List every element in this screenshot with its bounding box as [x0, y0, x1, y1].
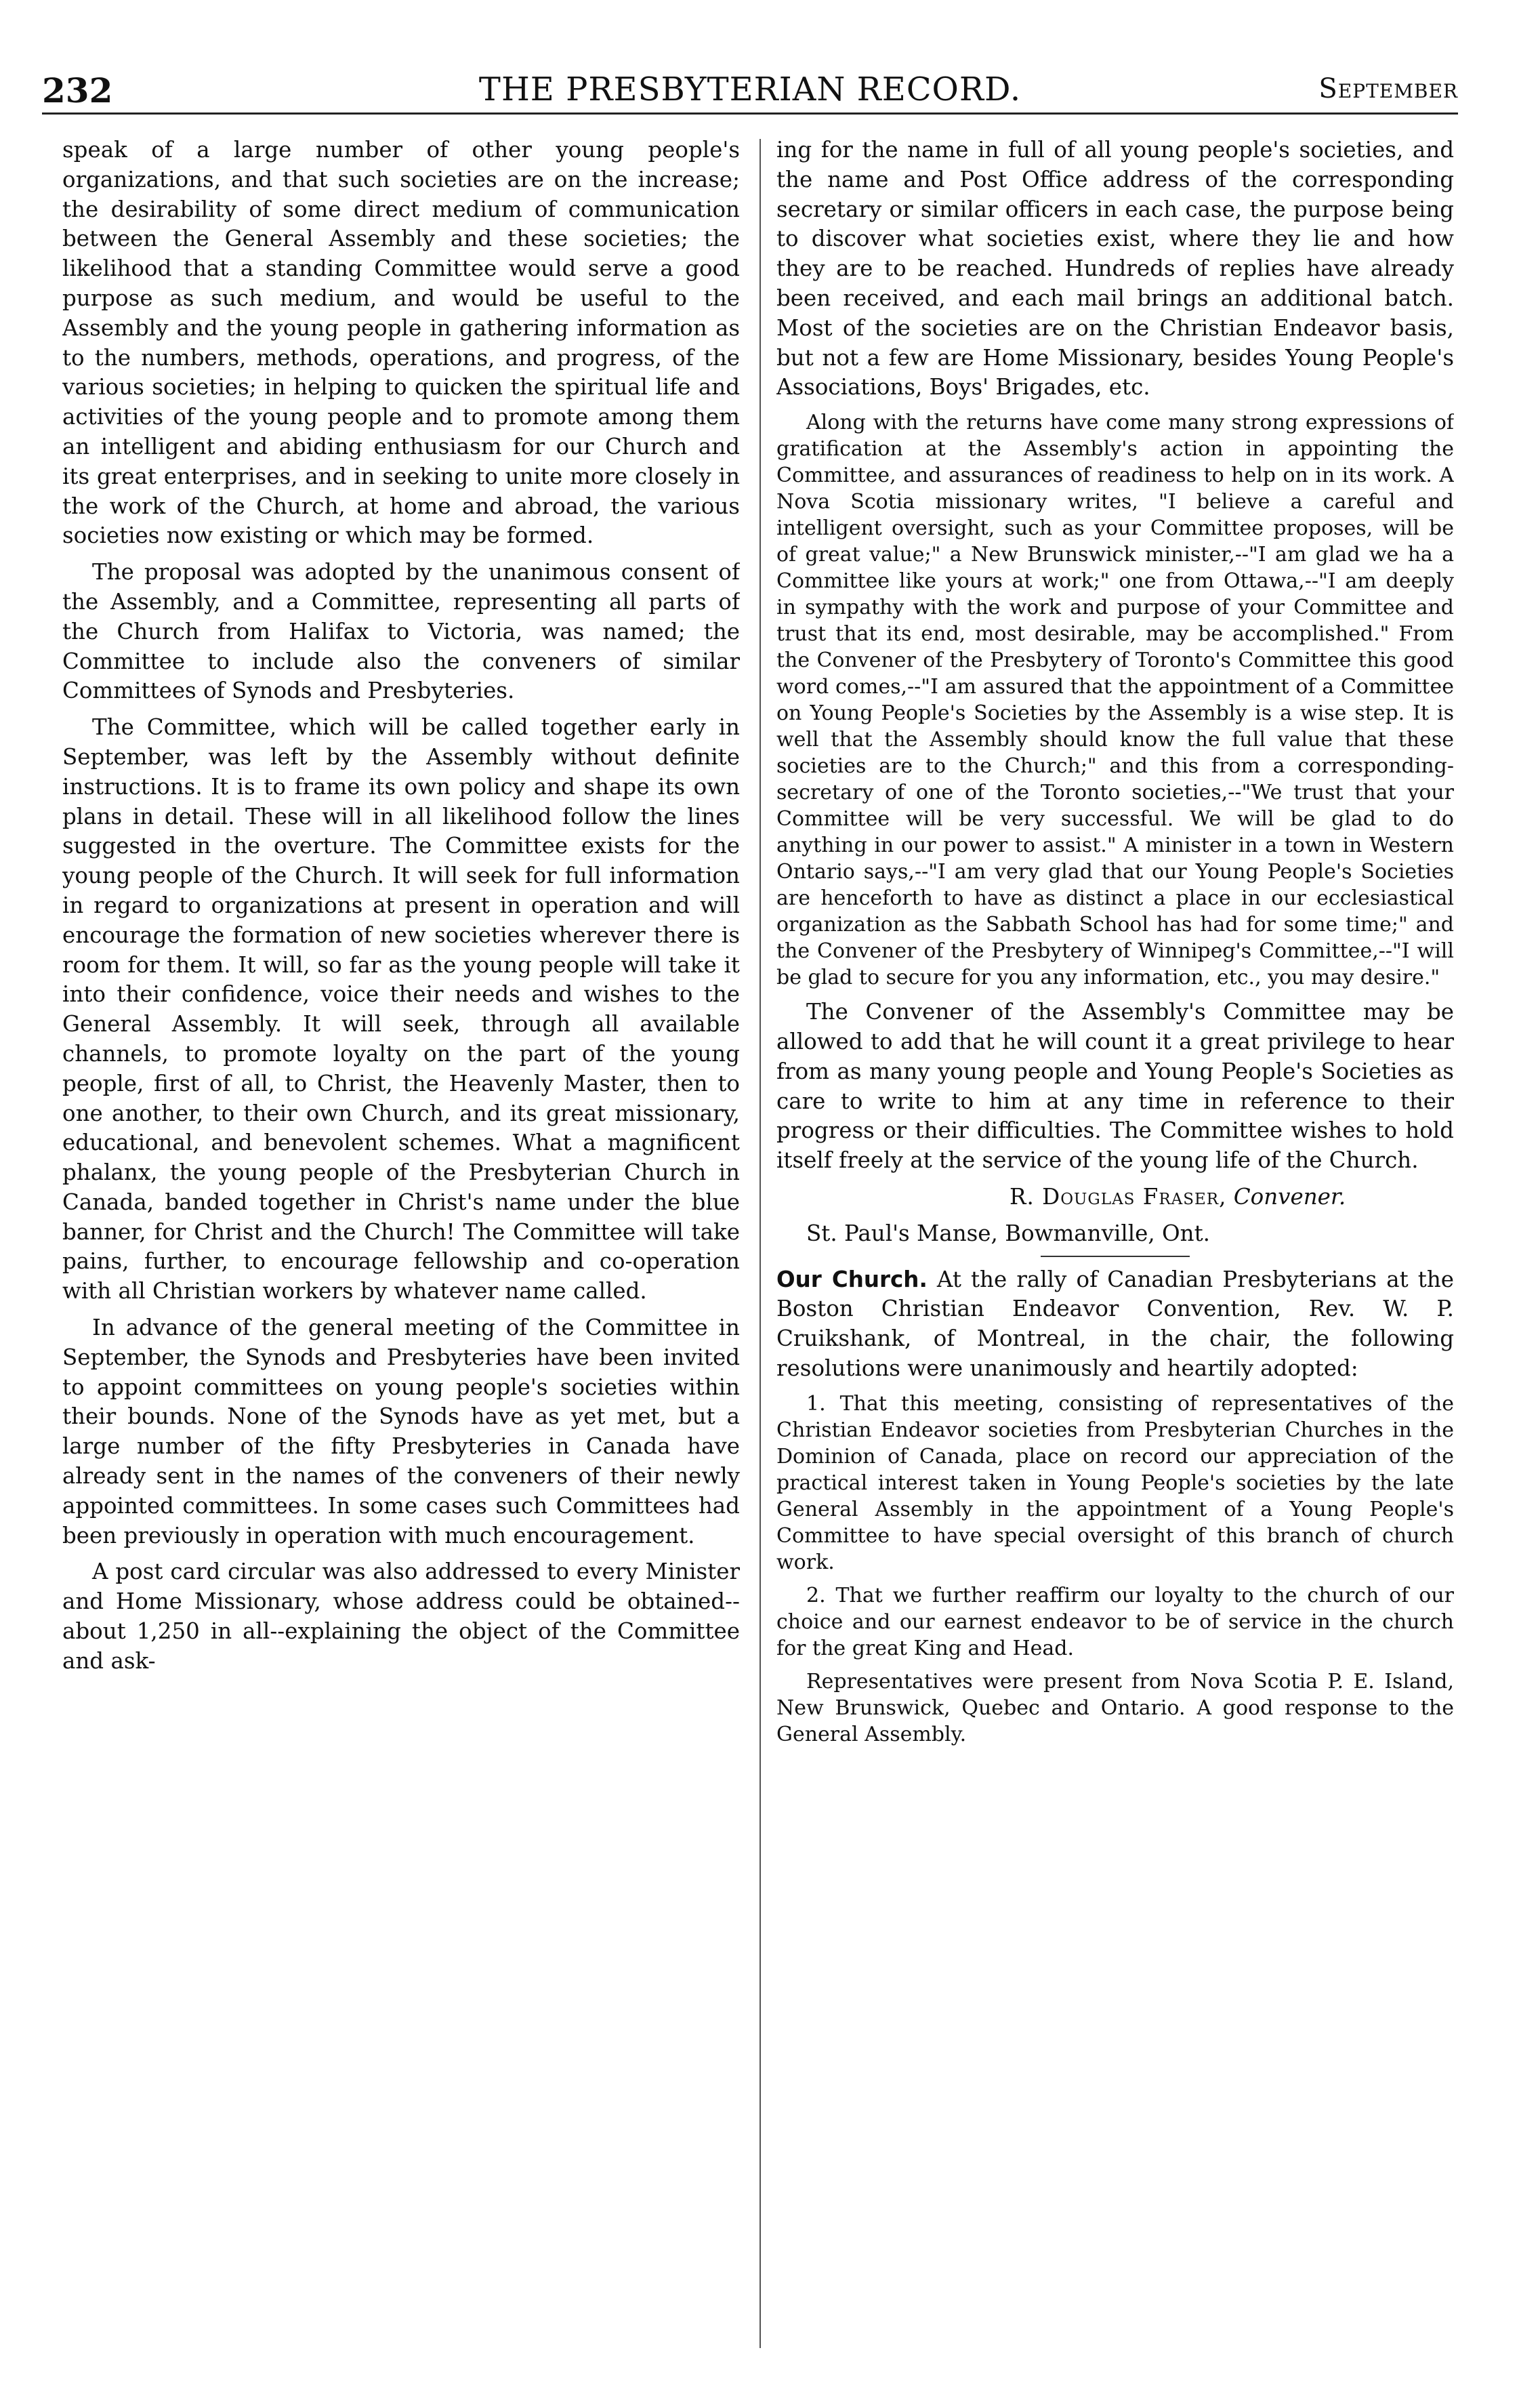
page-header — [42, 65, 1458, 115]
page-number: 232 — [42, 70, 113, 110]
journal-title: THE PRESBYTERIAN RECORD. — [478, 70, 1022, 108]
paragraph: The proposal was adopted by the unanimous consent of the Assembly, and a Committee, representing all parts of the Church from Halifax to Victoria, was named; the Committee to include also the conveners of similar Committees of Synods and Presbyteries. — [62, 559, 740, 704]
signature-title: Convener. — [1233, 1183, 1346, 1210]
column-divider — [759, 139, 761, 2348]
signature-name: R. Douglas Fraser, — [1010, 1183, 1227, 1210]
resolution: 1. That this meeting, consisting of representatives of the Christian Endeavor societies from Presbyterian Churches in the Dominion of Canada, place on record our appreciation of the practical interest taken in Young People's societies by the late General Assembly in the appointment of a Young People's Committee to have special oversight of this branch of church work. — [776, 1391, 1454, 1574]
section-paragraph — [776, 1265, 1454, 1384]
right-column — [776, 136, 1454, 2355]
paragraph: The Committee, which will be called together early in September, was left by the Assembly without definite instructions. It is to frame its own policy and shape its own plans in detail. These will in all likelihood follow the lines suggested in the overture. The Committee exists for the young people of the Church. It will seek for full information in regard to organizations at present in operation and will encourage the formation of new societies wherever there is room for them. It will, so far as the young people will take it into their confidence, voice their needs and wishes to the General Assembly. It will seek, through all available channels, to promote loyalty on the part of the young people, first of all, to Christ, the Heavenly Master, then to one another, to their own Church, and its great missionary, educational, and benevolent schemes. What a magnificent phalanx, the young people of the Presbyterian Church in Canada, banded together in Christ's name under the blue banner, for Christ and the Church! The Committee will take pains, further, to encourage fellowship and co-operation with all Christian workers by whatever name called. — [62, 714, 740, 1304]
paragraph: A post card circular was also addressed to every Minister and Home Missionary, whose address could be obtained--about 1,250 in all--explaining the object of the Committee and ask- — [62, 1559, 740, 1674]
resolution: 2. That we further reaffirm our loyalty to the church of our choice and our earnest endeavor to be of service in the church for the great King and Head. — [776, 1583, 1454, 1660]
paragraph: The Convener of the Assembly's Committee may be allowed to add that he will count it a great privilege to hear from as many young people and Young People's Societies as care to write to him at any time in reference to their progress or their difficulties. The Committee wishes to hold itself freely at the service of the young life of the Church. — [776, 999, 1454, 1174]
section-heading: Our Church. — [776, 1266, 928, 1292]
paragraph: Along with the returns have come many strong expressions of gratification at the Assembly's action in appointing the Committee, and assurances of readiness to help on in its work. A Nova Scotia missionary writes, "I believe a careful and intelligent oversight, such as your Committee proposes, will be of great value;" a New Brunswick minister,--"I am glad we ha a Committee like yours at work;" one from Ottawa,--"I am deeply in sympathy with the work and purpose of your Committee and trust that its end, most desirable, may be accomplished." From the Convener of the Presbytery of Toronto's Committee this good word comes,--"I am assured that the appointment of a Committee on Young People's Societies by the Assembly is a wise step. It is well that the Assembly should know the full value that these societies are to the Church;" and this from a corresponding-secretary of one of the Toronto societies,--"We trust that your Committee will be very successful. We will be glad to do anything in our power to assist." A minister in a town in Western Ontario says,--"I am very glad that our Young People's Societies are henceforth to have as distinct a place in our ecclesiastical organization as the Sabbath School has had for some time;" and the Convener of the Presbytery of Winnipeg's Committee,--"I will be glad to secure for you any information, etc., you may desire." — [776, 411, 1454, 990]
issue-month: September — [1318, 73, 1458, 104]
paragraph: ing for the name in full of all young people's societies, and the name and Post Office address of the corresponding secretary or similar officers in each case, the purpose being to discover what societies exist, where they lie and how they are to be reached. Hundreds of replies have already been received, and each mail brings an additional batch. Most of the societies are on the Christian Endeavor basis, but not a few are Home Missionary, besides Young People's Associations, Boys' Brigades, etc. — [776, 137, 1454, 400]
section-intro: At the rally of Canadian Presbyterians at the Boston Christian Endeavor Convention, Rev. W. P. Cruikshank, of Montreal, in the chair, the following resolutions were unanimously and heartily adopted: — [776, 1266, 1454, 1381]
paragraph: In advance of the general meeting of the Committee in September, the Synods and Presbyteries have been invited to appoint committees on young people's societies within their bounds. None of the Synods have as yet met, but a large number of the fifty Presbyteries in Canada have already sent in the names of the conveners of their newly appointed committees. In some cases such Committees had been previously in operation with much encouragement. — [62, 1315, 740, 1548]
signature-address: St. Paul's Manse, Bowmanville, Ont. — [806, 1220, 1210, 1246]
left-column — [62, 136, 740, 2355]
paragraph: speak of a large number of other young people's organizations, and that such societies are on the increase; the desirability of some direct medium of communication between the General Assembly and these societies; the likelihood that a standing Committee would serve a good purpose as such medium, and would be useful to the Assembly and the young people in gathering information as to the numbers, methods, operations, and progress, of the various societies; in helping to quicken the spiritual life and activities of the young people and to promote among them an intelligent and abiding enthusiasm for our Church and its great enterprises, and in seeking to unite more closely in the work of the Church, at home and abroad, the various societies now existing or which may be formed. — [62, 137, 740, 549]
section-separator — [1041, 1256, 1190, 1257]
signature — [776, 1183, 1454, 1212]
paragraph: Representatives were present from Nova Scotia P. E. Island, New Brunswick, Quebec and Ontario. A good response to the General Assembly. — [776, 1669, 1454, 1746]
